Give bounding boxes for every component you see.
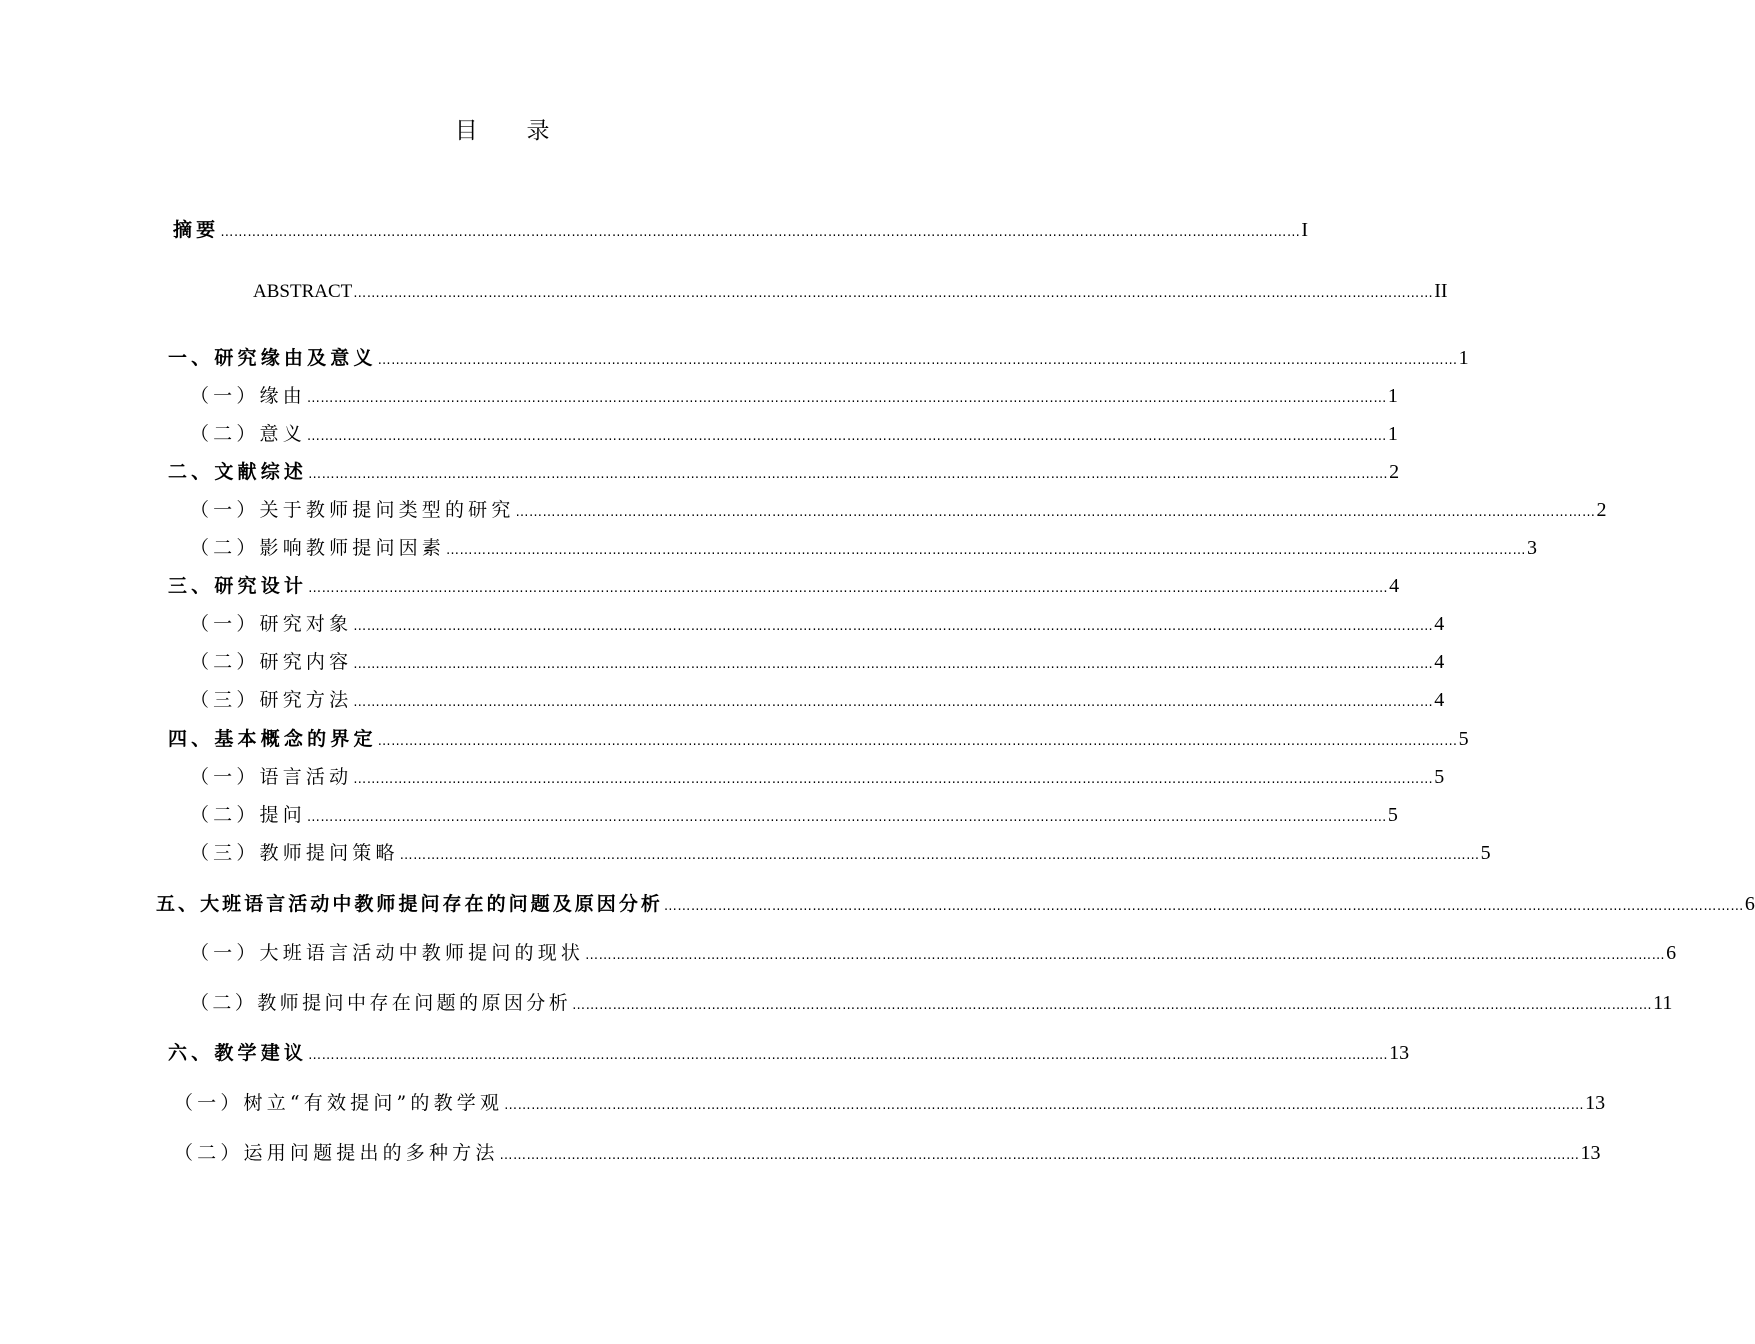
toc-entry-page: 13 xyxy=(1389,1042,1410,1064)
leader-dots: …………………………………………………………………………………………………………………………………………………………………………………………………………………… xyxy=(504,1098,1585,1113)
leader-dots: …………………………………………………………………………………………………………………………………………………………………………………………………………………… xyxy=(572,998,1653,1013)
toc-entry-page: 6 xyxy=(1744,893,1755,915)
toc-entry-4-2[interactable] xyxy=(190,800,1398,826)
leader-dots: …………………………………………………………………………………………………………………………………………………………………………………………………………………… xyxy=(353,657,1434,672)
toc-entry-section-4[interactable] xyxy=(168,724,1469,750)
toc-entry-label: （一）研究对象 xyxy=(190,613,353,635)
leader-dots: …………………………………………………………………………………………………………………………………………………………………………………………………………………… xyxy=(308,1048,1389,1063)
toc-entry-page: 5 xyxy=(1434,766,1445,788)
toc-entry-page: 5 xyxy=(1480,842,1491,864)
toc-entry-page: 1 xyxy=(1387,385,1398,407)
toc-entry-6-1[interactable] xyxy=(174,1088,1606,1114)
toc-entry-2-2[interactable] xyxy=(190,533,1537,559)
toc-entry-page: 5 xyxy=(1387,804,1398,826)
toc-entry-page: 2 xyxy=(1389,461,1400,483)
leader-dots: …………………………………………………………………………………………………………………………………………………………………………………………………………………… xyxy=(353,619,1434,634)
toc-entry-label: （二）运用问题提出的多种方法 xyxy=(174,1142,499,1164)
leader-dots: …………………………………………………………………………………………………………………………………………………………………………………………………………………… xyxy=(377,734,1458,749)
leader-dots: …………………………………………………………………………………………………………………………………………………………………………………………………………………… xyxy=(353,286,1434,301)
toc-entry-page: 13 xyxy=(1580,1142,1601,1164)
toc-entry-page: 4 xyxy=(1434,613,1445,635)
toc-entry-section-2[interactable] xyxy=(168,457,1400,483)
leader-dots: …………………………………………………………………………………………………………………………………………………………………………………………………………………… xyxy=(353,772,1434,787)
toc-entry-label: （二）提问 xyxy=(190,804,306,826)
toc-entry-page: 3 xyxy=(1526,537,1537,559)
toc-entry-page: 6 xyxy=(1666,942,1677,964)
leader-dots: …………………………………………………………………………………………………………………………………………………………………………………………………………………… xyxy=(377,353,1458,368)
toc-entry-label: （一）大班语言活动中教师提问的现状 xyxy=(190,942,585,964)
toc-entry-1-2[interactable] xyxy=(190,419,1398,445)
toc-entry-page: 1 xyxy=(1458,347,1469,369)
leader-dots: …………………………………………………………………………………………………………………………………………………………………………………………………………………… xyxy=(445,543,1526,558)
toc-entry-label: 四、基本概念的界定 xyxy=(168,728,377,750)
toc-entry-page: 4 xyxy=(1434,689,1445,711)
toc-entry-abstract-en[interactable] xyxy=(253,280,1448,306)
toc-entry-section-1[interactable] xyxy=(168,343,1469,369)
toc-entry-label: （二）研究内容 xyxy=(190,651,353,673)
toc-entry-label: （二）影响教师提问因素 xyxy=(190,537,445,559)
toc-entry-label: （二）意义 xyxy=(190,423,306,445)
leader-dots: …………………………………………………………………………………………………………………………………………………………………………………………………………………… xyxy=(399,848,1480,863)
toc-entry-5-2[interactable] xyxy=(190,988,1673,1014)
toc-entry-page: 11 xyxy=(1653,992,1673,1014)
toc-entry-page: 4 xyxy=(1434,651,1445,673)
toc-entry-label: 三、研究设计 xyxy=(168,575,308,597)
toc-entry-page: 1 xyxy=(1387,423,1398,445)
leader-dots: …………………………………………………………………………………………………………………………………………………………………………………………………………………… xyxy=(353,695,1434,710)
toc-entry-label: （二）教师提问中存在问题的原因分析 xyxy=(190,992,572,1014)
toc-entry-4-3[interactable] xyxy=(190,838,1491,864)
toc-title: 目 录 xyxy=(454,118,571,144)
toc-entry-label: （一）关于教师提问类型的研究 xyxy=(190,499,515,521)
toc-entry-label: 二、文献综述 xyxy=(168,461,308,483)
toc-entry-5-1[interactable] xyxy=(190,938,1677,964)
toc-entry-3-3[interactable] xyxy=(190,685,1445,711)
toc-entry-label: 五、大班语言活动中教师提问存在的问题及原因分析 xyxy=(156,893,663,915)
leader-dots: …………………………………………………………………………………………………………………………………………………………………………………………………………………… xyxy=(306,429,1387,444)
toc-entry-4-1[interactable] xyxy=(190,762,1445,788)
toc-entry-label: （三）教师提问策略 xyxy=(190,842,399,864)
leader-dots: …………………………………………………………………………………………………………………………………………………………………………………………………………………… xyxy=(663,899,1744,914)
toc-entry-3-1[interactable] xyxy=(190,609,1445,635)
leader-dots: …………………………………………………………………………………………………………………………………………………………………………………………………………………… xyxy=(308,581,1389,596)
toc-entry-section-5[interactable] xyxy=(156,889,1755,915)
leader-dots: …………………………………………………………………………………………………………………………………………………………………………………………………………………… xyxy=(306,391,1387,406)
toc-entry-label: 摘要 xyxy=(173,219,220,241)
toc-entry-label: 一、研究缘由及意义 xyxy=(168,347,377,369)
leader-dots: …………………………………………………………………………………………………………………………………………………………………………………………………………………… xyxy=(306,810,1387,825)
toc-entry-section-3[interactable] xyxy=(168,571,1400,597)
toc-entry-label: （一）缘由 xyxy=(190,385,306,407)
toc-entry-2-1[interactable] xyxy=(190,495,1607,521)
toc-entry-3-2[interactable] xyxy=(190,647,1445,673)
toc-entry-label: （三）研究方法 xyxy=(190,689,353,711)
toc-entry-label: （一）树立“有效提问”的教学观 xyxy=(174,1092,504,1114)
toc-entry-page: II xyxy=(1434,280,1448,302)
leader-dots: …………………………………………………………………………………………………………………………………………………………………………………………………………………… xyxy=(220,225,1301,240)
leader-dots: …………………………………………………………………………………………………………………………………………………………………………………………………………………… xyxy=(515,505,1596,520)
toc-entry-page: 13 xyxy=(1585,1092,1606,1114)
toc-entry-page: 4 xyxy=(1389,575,1400,597)
toc-entry-label: （一）语言活动 xyxy=(190,766,353,788)
leader-dots: …………………………………………………………………………………………………………………………………………………………………………………………………………………… xyxy=(585,948,1666,963)
toc-entry-label: ABSTRACT xyxy=(253,281,353,302)
leader-dots: …………………………………………………………………………………………………………………………………………………………………………………………………………………… xyxy=(308,467,1389,482)
toc-entry-label: 六、教学建议 xyxy=(168,1042,308,1064)
toc-entry-1-1[interactable] xyxy=(190,381,1398,407)
toc-entry-page: 5 xyxy=(1458,728,1469,750)
toc-entry-abstract-cn[interactable] xyxy=(173,215,1309,241)
toc-entry-6-2[interactable] xyxy=(174,1138,1601,1164)
toc-entry-page: I xyxy=(1301,219,1309,241)
toc-entry-section-6[interactable] xyxy=(168,1038,1410,1064)
leader-dots: …………………………………………………………………………………………………………………………………………………………………………………………………………………… xyxy=(499,1148,1580,1163)
toc-entry-page: 2 xyxy=(1596,499,1607,521)
